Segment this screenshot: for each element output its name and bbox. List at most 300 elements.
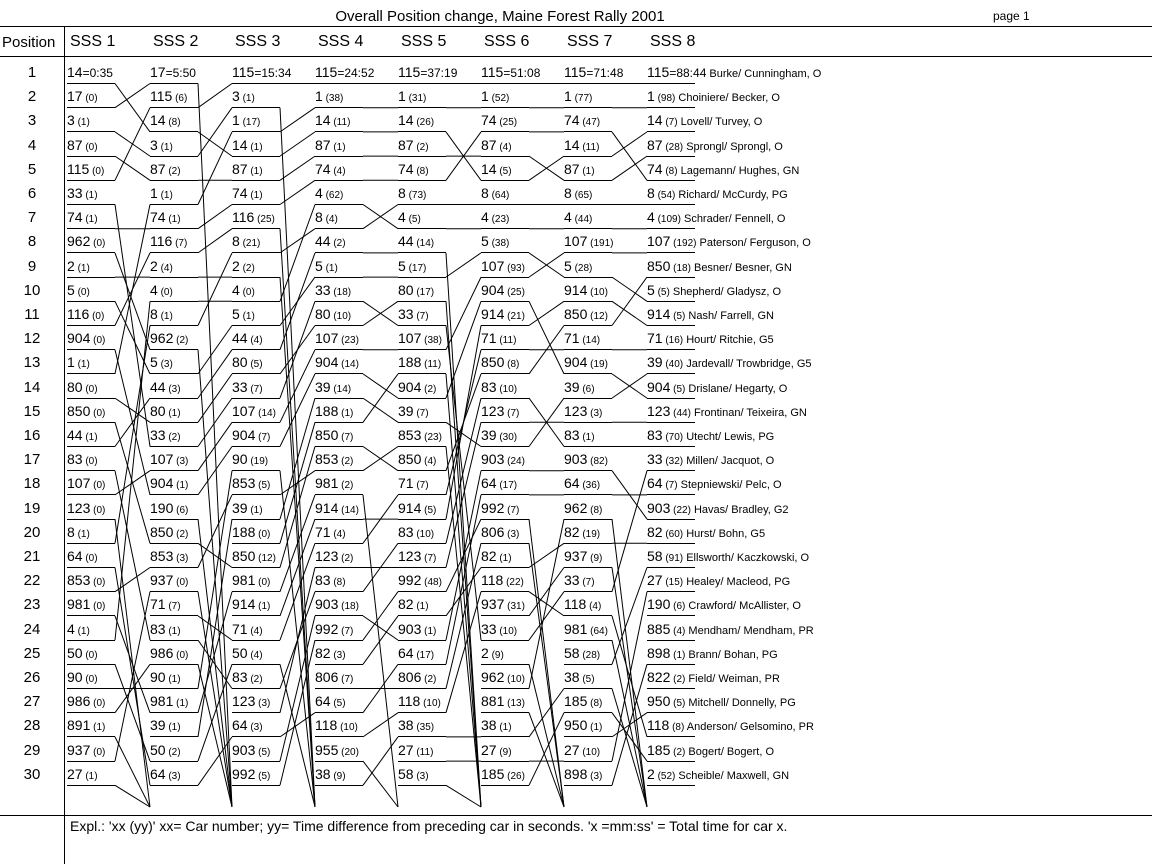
position-number: 4 xyxy=(27,136,37,154)
car-number: 962 xyxy=(564,499,588,516)
position-change-line xyxy=(529,689,564,737)
result-cell xyxy=(481,597,525,612)
crew-name: Hourt/ Ritchie, G5 xyxy=(683,334,774,347)
result-cell xyxy=(647,501,789,516)
crew-name: Stepniewski/ Pelc, O xyxy=(677,479,782,492)
car-number: 118 xyxy=(564,596,587,613)
car-number: 74 xyxy=(315,160,331,177)
car-number: 107 xyxy=(564,233,588,250)
position-change-line xyxy=(363,374,398,422)
time-difference: (2) xyxy=(247,674,263,685)
position-change-line xyxy=(612,689,647,808)
time-difference: (20) xyxy=(338,746,359,758)
time-difference: (1) xyxy=(247,190,263,201)
car-number: 118 xyxy=(315,717,338,734)
time-difference: (0) xyxy=(90,238,106,250)
result-cell xyxy=(647,404,807,419)
car-number: 39 xyxy=(564,378,580,395)
time-difference: (64) xyxy=(587,625,608,637)
time-difference: (1) xyxy=(165,722,181,734)
car-number: 123 xyxy=(232,693,256,710)
result-cell xyxy=(647,331,774,346)
result-cell xyxy=(232,501,263,516)
position-change-line xyxy=(115,108,150,181)
time-difference: (1) xyxy=(579,165,595,177)
result-cell xyxy=(398,622,436,637)
car-number: 937 xyxy=(150,572,174,589)
car-number: 82 xyxy=(315,644,331,661)
position-number: 30 xyxy=(23,765,41,783)
result-cell xyxy=(150,670,181,685)
result-cell xyxy=(232,162,263,177)
car-number: 58 xyxy=(647,548,663,564)
time-difference: (14) xyxy=(330,383,352,395)
result-cell xyxy=(232,234,260,249)
car-number: 123 xyxy=(647,402,671,419)
time-difference: (14) xyxy=(579,335,601,347)
car-number: 190 xyxy=(647,596,671,613)
car-number: 4 xyxy=(647,209,655,226)
result-cell xyxy=(398,283,434,298)
position-number: 3 xyxy=(27,112,37,130)
time-difference: (60) xyxy=(662,528,684,540)
result-cell xyxy=(67,743,105,758)
result-cell xyxy=(67,525,90,540)
car-number: 107 xyxy=(481,257,505,274)
time-difference: (21) xyxy=(504,311,525,322)
result-cell xyxy=(481,767,525,782)
time-difference: (10) xyxy=(413,528,435,540)
car-number: 80 xyxy=(315,306,331,322)
crew-name: Scheible/ Maxwell, GN xyxy=(675,769,790,782)
position-change-line xyxy=(115,592,150,761)
position-change-line xyxy=(280,108,315,132)
result-cell xyxy=(481,718,512,733)
time-difference: (4) xyxy=(247,649,263,661)
result-cell xyxy=(647,186,788,201)
car-number: 82 xyxy=(647,523,663,540)
position-change-line xyxy=(363,374,398,398)
car-number: 1 xyxy=(481,88,489,105)
time-difference: (0) xyxy=(82,649,98,661)
time-difference: (4) xyxy=(330,165,346,177)
time-difference: (38) xyxy=(421,335,442,347)
car-number: 8 xyxy=(481,185,489,201)
car-number: 8 xyxy=(315,209,323,226)
crew-name: Lovell/ Turvey, O xyxy=(677,116,763,129)
result-cell xyxy=(315,622,353,637)
car-number: 50 xyxy=(150,741,166,758)
time-difference: (1) xyxy=(173,480,189,492)
time-difference: (38) xyxy=(322,93,344,105)
result-cell xyxy=(564,404,602,419)
time-difference: (17) xyxy=(413,649,435,661)
result-cell xyxy=(647,622,814,637)
time-difference: (1) xyxy=(82,214,98,226)
car-number: 806 xyxy=(481,523,505,540)
car-number: 937 xyxy=(564,548,588,564)
car-number: 885 xyxy=(647,620,671,637)
total-time: =71:48 xyxy=(586,66,624,80)
crew-name: Drislane/ Hegarty, O xyxy=(685,382,788,395)
result-cell xyxy=(398,476,429,491)
car-number: 914 xyxy=(315,499,339,516)
car-number: 962 xyxy=(67,233,91,250)
position-change-line xyxy=(446,326,481,520)
result-cell xyxy=(150,259,173,274)
result-cell xyxy=(564,234,613,249)
position-number: 5 xyxy=(27,160,37,178)
car-number: 8 xyxy=(150,306,158,322)
time-difference: (7) xyxy=(413,311,429,322)
car-number: 115 xyxy=(564,64,587,80)
result-cell xyxy=(481,89,509,104)
result-cell xyxy=(232,718,263,733)
car-number: 950 xyxy=(564,717,588,734)
time-difference: (17) xyxy=(413,286,435,298)
time-difference: (5) xyxy=(421,504,437,516)
car-number: 992 xyxy=(398,572,422,589)
time-difference: (3) xyxy=(587,770,603,782)
result-cell xyxy=(67,573,105,588)
time-difference: (2) xyxy=(239,262,255,274)
position-change-line xyxy=(115,616,150,713)
result-cell xyxy=(564,283,608,298)
result-cell xyxy=(150,404,181,419)
car-number: 904 xyxy=(647,378,671,395)
position-change-line xyxy=(198,253,232,326)
time-difference: (1) xyxy=(330,141,346,153)
result-cell xyxy=(315,718,358,733)
time-difference: (9) xyxy=(488,649,504,661)
stage-header: SSS 7 xyxy=(567,33,613,50)
result-cell xyxy=(398,525,434,540)
time-difference: (4) xyxy=(157,262,173,274)
car-number: 87 xyxy=(315,136,331,153)
position-change-line xyxy=(612,132,647,156)
result-cell xyxy=(481,501,519,516)
car-number: 903 xyxy=(481,451,505,468)
car-number: 8 xyxy=(647,185,655,201)
car-number: 33 xyxy=(150,427,166,443)
result-cell xyxy=(647,476,782,491)
time-difference: (30) xyxy=(496,432,518,443)
time-difference: (0) xyxy=(82,383,98,395)
result-cell xyxy=(315,670,353,685)
stage-header: SSS 6 xyxy=(484,33,530,50)
position-change-line xyxy=(529,713,564,786)
car-number: 58 xyxy=(564,644,580,661)
result-cell xyxy=(398,259,426,274)
time-difference: (2) xyxy=(670,746,686,758)
car-number: 185 xyxy=(647,741,671,758)
car-number: 5 xyxy=(315,257,323,274)
time-difference: (0) xyxy=(90,504,106,516)
car-number: 83 xyxy=(150,620,166,637)
time-difference: (98) xyxy=(654,93,676,105)
result-cell xyxy=(232,331,263,346)
car-number: 44 xyxy=(67,427,83,443)
car-number: 3 xyxy=(67,112,75,129)
time-difference: (9) xyxy=(587,553,603,564)
car-number: 87 xyxy=(67,136,83,153)
time-difference: (52) xyxy=(488,93,510,105)
car-number: 2 xyxy=(647,765,655,782)
car-number: 3 xyxy=(150,136,158,153)
result-cell xyxy=(67,186,98,201)
time-difference: (4) xyxy=(496,141,512,153)
time-difference: (14) xyxy=(413,238,435,250)
result-cell xyxy=(150,234,187,249)
time-difference: (0) xyxy=(82,93,98,105)
time-difference: (1) xyxy=(74,528,90,540)
car-number: 74 xyxy=(481,112,497,129)
car-number: 118 xyxy=(398,693,421,710)
result-cell xyxy=(398,646,434,661)
position-change-line xyxy=(612,471,647,592)
car-number: 992 xyxy=(315,620,339,637)
time-difference: (22) xyxy=(670,504,691,516)
car-number: 123 xyxy=(315,548,339,564)
time-difference: (23) xyxy=(488,214,510,226)
result-cell xyxy=(564,767,602,782)
car-number: 904 xyxy=(67,330,91,347)
result-cell xyxy=(150,597,181,612)
time-difference: (13) xyxy=(504,698,525,710)
position-change-line xyxy=(529,301,564,374)
time-difference: (31) xyxy=(504,601,525,613)
time-difference: (1) xyxy=(255,601,271,613)
position-number: 11 xyxy=(24,306,40,323)
car-number: 33 xyxy=(315,281,331,298)
time-difference: (7) xyxy=(172,238,188,250)
time-difference: (1) xyxy=(338,407,354,419)
result-cell xyxy=(232,65,291,79)
position-number: 1 xyxy=(27,64,37,81)
car-number: 58 xyxy=(398,765,414,782)
result-cell xyxy=(150,355,173,370)
result-cell xyxy=(481,259,525,274)
position-change-line xyxy=(612,156,647,180)
car-number: 107 xyxy=(232,402,256,419)
car-number: 881 xyxy=(481,693,505,710)
time-difference: (0) xyxy=(239,286,255,298)
time-difference: (7) xyxy=(413,407,429,419)
position-number: 27 xyxy=(23,693,41,711)
result-cell xyxy=(315,404,353,419)
result-cell xyxy=(150,549,188,564)
position-change-line xyxy=(363,398,398,422)
time-difference: (5) xyxy=(670,311,686,322)
car-number: 8 xyxy=(398,185,406,201)
car-number: 90 xyxy=(150,669,166,685)
result-cell xyxy=(481,331,516,346)
position-change-line xyxy=(446,253,481,277)
result-cell xyxy=(564,210,592,225)
time-difference: (3) xyxy=(504,528,520,540)
result-cell xyxy=(481,186,509,201)
car-number: 806 xyxy=(315,669,339,685)
result-cell xyxy=(67,65,113,79)
car-number: 80 xyxy=(398,281,414,298)
time-difference: (10) xyxy=(337,722,358,734)
car-number: 4 xyxy=(315,185,323,201)
car-number: 71 xyxy=(398,475,414,492)
car-number: 64 xyxy=(398,644,414,661)
position-change-line xyxy=(363,761,398,807)
result-cell xyxy=(232,573,270,588)
time-difference: (2) xyxy=(338,456,354,468)
result-cell xyxy=(315,355,359,370)
car-number: 992 xyxy=(481,499,505,516)
time-difference: (3) xyxy=(165,770,181,782)
position-number: 29 xyxy=(23,741,41,759)
position-number: 14 xyxy=(23,378,41,396)
position-change-line xyxy=(612,132,647,180)
result-cell xyxy=(564,307,608,322)
result-cell xyxy=(564,138,599,153)
car-number: 850 xyxy=(315,427,339,443)
car-number: 14 xyxy=(150,112,166,129)
time-difference: (9) xyxy=(496,746,512,758)
time-difference: (2) xyxy=(165,746,181,758)
result-cell xyxy=(481,113,517,128)
time-difference: (1) xyxy=(173,698,189,710)
position-change-line xyxy=(529,592,564,640)
result-cell xyxy=(315,525,346,540)
result-cell xyxy=(398,89,426,104)
car-number: 44 xyxy=(150,378,166,395)
result-cell xyxy=(67,355,90,370)
time-difference: (16) xyxy=(662,335,684,347)
car-number: 64 xyxy=(232,717,248,734)
car-number: 904 xyxy=(150,475,174,492)
car-number: 14 xyxy=(232,136,248,153)
result-cell xyxy=(564,452,608,467)
position-number: 24 xyxy=(23,620,41,638)
car-number: 5 xyxy=(481,233,489,250)
time-difference: (191) xyxy=(587,238,614,250)
crew-name: Burke/ Cunningham, O xyxy=(706,68,822,80)
time-difference: (6) xyxy=(172,93,188,105)
car-number: 822 xyxy=(647,669,671,685)
time-difference: (1) xyxy=(82,770,98,782)
time-difference: (4) xyxy=(670,625,686,637)
result-cell xyxy=(481,622,517,637)
time-difference: (7) xyxy=(338,674,354,685)
car-number: 87 xyxy=(647,136,663,153)
car-number: 87 xyxy=(564,160,580,177)
result-cell xyxy=(232,549,276,564)
position-change-line xyxy=(115,301,150,374)
time-difference: (54) xyxy=(654,190,676,201)
position-column-header: Position xyxy=(2,34,56,51)
time-difference: (31) xyxy=(405,93,427,105)
position-number: 13 xyxy=(23,354,41,372)
position-change-line xyxy=(280,568,315,713)
crew-name: Schrader/ Fennell, O xyxy=(680,213,786,226)
result-cell xyxy=(647,259,792,274)
result-cell xyxy=(315,597,359,612)
crew-name: Mitchell/ Donnelly, PG xyxy=(685,697,796,710)
car-number: 981 xyxy=(232,572,256,589)
result-cell xyxy=(315,138,346,153)
car-number: 33 xyxy=(481,620,497,637)
crew-name: Sprongl/ Sprongl, O xyxy=(683,140,783,153)
car-number: 850 xyxy=(67,402,91,419)
position-number: 23 xyxy=(23,596,41,614)
car-number: 891 xyxy=(67,717,91,734)
result-cell xyxy=(398,186,426,201)
result-cell xyxy=(67,622,90,637)
result-cell xyxy=(315,307,351,322)
result-cell xyxy=(647,718,814,733)
result-cell xyxy=(564,355,608,370)
crew-name: Ellsworth/ Kaczkowski, O xyxy=(683,552,810,564)
time-difference: (14) xyxy=(255,407,276,419)
time-difference: (82) xyxy=(587,456,608,468)
time-difference: (12) xyxy=(255,553,276,564)
result-cell xyxy=(481,476,517,491)
result-cell xyxy=(150,694,188,709)
result-cell xyxy=(67,767,98,782)
time-difference: (28) xyxy=(662,141,684,153)
car-number: 853 xyxy=(232,475,256,492)
result-cell xyxy=(150,138,173,153)
result-cell xyxy=(150,113,181,128)
result-cell xyxy=(398,549,436,564)
time-difference: (10) xyxy=(496,625,518,637)
time-difference: (5) xyxy=(255,480,271,492)
car-number: 981 xyxy=(67,596,91,613)
result-cell xyxy=(67,476,105,491)
result-cell xyxy=(315,234,346,249)
result-cell xyxy=(67,694,105,709)
result-cell xyxy=(647,234,811,249)
car-number: 83 xyxy=(564,427,580,443)
position-number: 16 xyxy=(23,427,41,444)
result-cell xyxy=(232,597,270,612)
time-difference: (0) xyxy=(255,577,271,589)
position-change-line xyxy=(280,398,315,519)
result-cell xyxy=(232,670,263,685)
car-number: 64 xyxy=(481,475,497,492)
result-cell xyxy=(150,743,181,758)
position-change-line xyxy=(198,519,232,807)
car-number: 107 xyxy=(67,475,91,492)
car-number: 33 xyxy=(67,185,83,201)
time-difference: (38) xyxy=(488,238,510,250)
result-cell xyxy=(481,65,540,79)
result-cell xyxy=(315,113,350,128)
car-number: 5 xyxy=(232,306,240,322)
car-number: 4 xyxy=(398,209,406,226)
car-number: 39 xyxy=(150,717,166,734)
result-cell xyxy=(564,646,600,661)
result-cell xyxy=(67,307,104,322)
car-number: 3 xyxy=(232,88,240,105)
position-change-line xyxy=(198,350,232,398)
time-difference: (0) xyxy=(82,141,98,153)
result-cell xyxy=(398,573,442,588)
result-cell xyxy=(67,670,98,685)
time-difference: (11) xyxy=(330,117,351,129)
car-number: 853 xyxy=(67,572,91,589)
time-difference: (192) xyxy=(670,238,697,250)
car-number: 39 xyxy=(232,499,248,516)
result-cell xyxy=(481,525,519,540)
result-cell xyxy=(564,259,592,274)
